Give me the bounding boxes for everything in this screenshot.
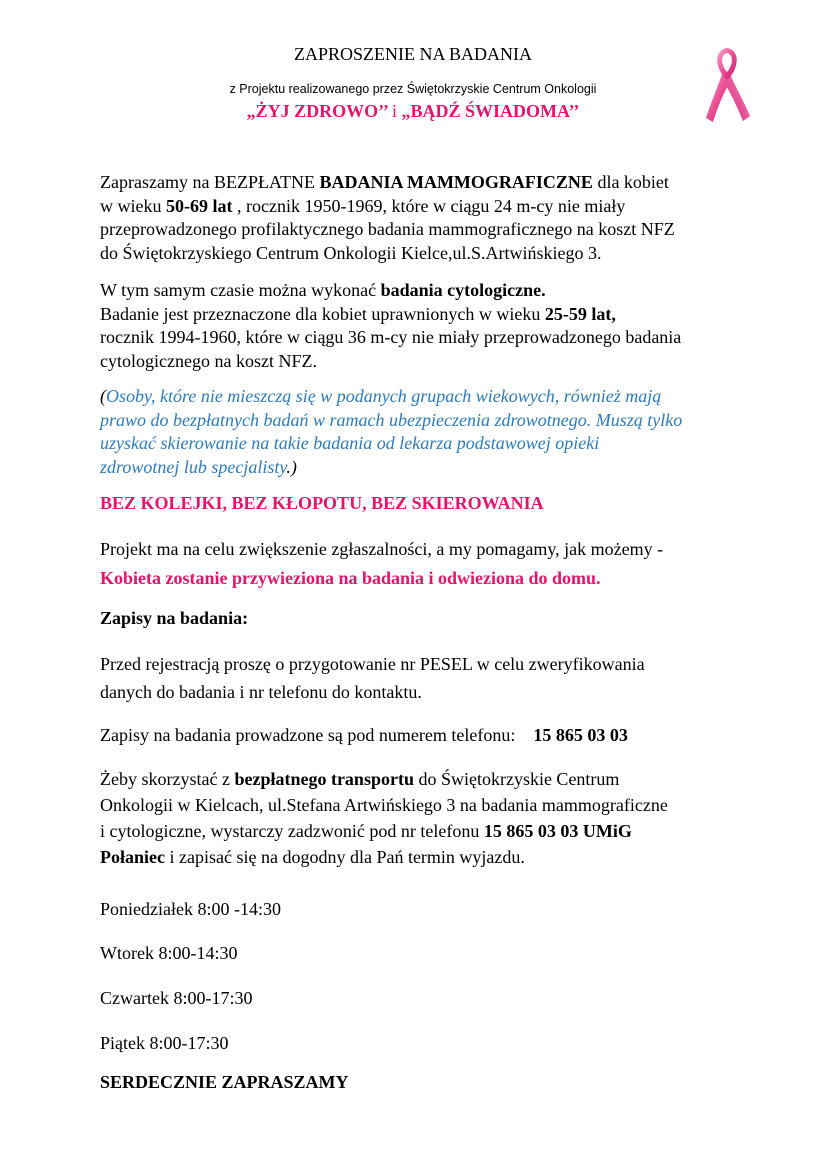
project-conjunction: i (391, 101, 397, 121)
registration-phone-line (100, 724, 740, 748)
transport-paragraph (100, 766, 740, 870)
mammo-text: przeprowadzonego profilaktycznego badania mammograficznego na koszt NFZ (100, 219, 675, 239)
mammo-text: , rocznik 1950-1969, które w ciągu 24 m-cy nie miały (232, 195, 626, 216)
office-name: Połaniec (100, 847, 165, 867)
cyto-highlight: badania cytologiczne. (380, 280, 546, 300)
pesel-text: Przed rejestracją proszę o przygotowanie nr PESEL w celu zweryfikowania (100, 654, 645, 674)
cyto-text: Badanie jest przeznaczone dla kobiet uprawnionych w wieku (100, 303, 545, 324)
mammo-age-range: 50-69 lat (166, 195, 233, 216)
hours-tuesday: Wtorek 8:00-14:30 (100, 943, 238, 963)
mammo-text: dla kobiet (592, 172, 669, 192)
cyto-age-range: 25-59 lat, (544, 303, 616, 324)
phone-label: Zapisy na badania prowadzone są pod numerem telefonu: (100, 725, 516, 745)
transport-text: do Świętokrzyskie Centrum (413, 769, 620, 789)
registration-heading-text: Zapisy na badania: (100, 608, 249, 628)
mammo-text: do Świętokrzyskiego Centrum Onkologii Kielce,ul.S.Artwińskiego 3. (100, 242, 602, 263)
mammo-text: w wieku (100, 195, 166, 216)
transport-text: Żeby skorzystać z (100, 769, 235, 789)
free-transport: bezpłatnego transportu (234, 769, 414, 789)
closing-line (100, 1071, 740, 1095)
note-text: zdrowotnej lub specjalisty (100, 456, 287, 477)
cyto-text: W tym samym czasie można wykonać (100, 280, 381, 300)
pesel-text: danych do badania i nr telefonu do kontaktu. (100, 682, 422, 702)
transport-text: Onkologii w Kielcach, ul.Stefana Artwińskiego 3 na badania mammograficzne (100, 795, 668, 815)
project-goal (100, 535, 740, 593)
mammo-highlight: BADANIA MAMMOGRAFICZNE (319, 172, 593, 192)
hours-friday: Piątek 8:00-17:30 (100, 1033, 229, 1053)
hours-monday: Poniedziałek 8:00 -14:30 (100, 899, 281, 919)
cyto-text: rocznik 1994-1960, które w ciągu 36 m-cy nie miały przeprowadzonego badania (100, 327, 682, 347)
mammography-paragraph (100, 171, 740, 265)
pink-ribbon-icon (700, 44, 756, 124)
pesel-note (100, 650, 740, 706)
cyto-text: cytologicznego na koszt NFZ. (100, 350, 317, 371)
transport-promise: Kobieta zostanie przywieziona na badania i odwieziona do domu. (100, 568, 601, 588)
project-name-zyj-zdrowo: „ŻYJ ZDROWO’’ (246, 101, 388, 121)
project-name-badz-swiadoma: „BĄDŹ ŚWIADOMA’’ (401, 101, 580, 121)
transport-phone: 15 865 03 03 UMiG (483, 821, 632, 841)
eligibility-note (100, 385, 740, 479)
subtitle: z Projektu realizowanego przez Świętokrzyskie Centrum Onkologii (229, 82, 597, 96)
note-text: prawo do bezpłatnych badań w ramach ubezpieczenia zdrowotnego. Muszą tylko (100, 409, 683, 430)
transport-text: i cytologiczne, wystarczy zadzwonić pod nr telefonu (100, 821, 484, 841)
slogan: BEZ KOLEJKI, BEZ KŁOPOTU, BEZ SKIEROWANIA (100, 493, 544, 513)
note-paren: ( (100, 386, 106, 406)
closing-text: SERDECZNIE ZAPRASZAMY (100, 1072, 349, 1092)
project-goal-text: Projekt ma na celu zwiększenie zgłaszalności, a my pomagamy, jak możemy - (100, 539, 664, 559)
page-title: ZAPROSZENIE NA BADANIA (294, 44, 532, 64)
mammo-text: Zapraszamy na BEZPŁATNE (100, 172, 320, 192)
note-text: Osoby, które nie mieszczą się w podanych grupach wiekowych, również mają (106, 386, 662, 406)
hours-thursday: Czwartek 8:00-17:30 (100, 988, 253, 1008)
cytology-paragraph (100, 279, 740, 373)
registration-heading (100, 607, 740, 631)
note-paren: .) (286, 456, 297, 477)
phone-number: 15 865 03 03 (533, 725, 628, 745)
transport-text: i zapisać się na dogodny dla Pań termin wyjazdu. (165, 847, 525, 867)
note-text: uzyskać skierowanie na takie badania od lekarza podstawowej opieki (100, 433, 600, 453)
